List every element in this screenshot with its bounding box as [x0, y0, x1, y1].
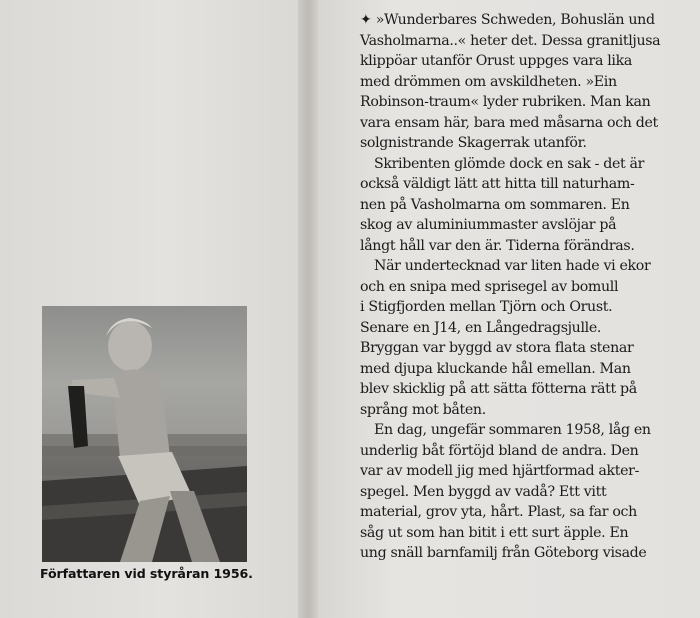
text-line: ✦ »Wunderbares Schweden, Bohuslän und — [360, 12, 655, 28]
text-line: spegel. Men byggd av vadå? Ett vitt — [360, 483, 607, 500]
text-line: ung snäll barnfamilj från Göteborg visade — [360, 545, 647, 561]
text-line: också väldigt lätt att hitta till naturham- — [360, 176, 635, 192]
text-line: med djupa kluckande hål emellan. Man — [360, 360, 631, 377]
photo-caption: Författaren vid styråran 1956. — [40, 566, 253, 581]
text-line: såg ut som han bitit i ett surt äpple. En — [360, 524, 629, 541]
text-line: Skribenten glömde dock en sak - det är — [374, 155, 645, 172]
text-line: klippöar utanför Orust uppges vara lika — [360, 53, 632, 69]
text-line: En dag, ungefär sommaren 1958, låg en — [374, 422, 651, 438]
photo-boy-at-tiller — [42, 306, 247, 562]
text-line: Senare en J14, en Långedragsjulle. — [360, 319, 602, 336]
text-line: solgnistrande Skagerrak utanför. — [360, 135, 587, 151]
text-line: i Stigfjorden mellan Tjörn och Orust. — [360, 299, 613, 315]
book-gutter — [298, 0, 320, 618]
text-line: var av modell jig med hjärtformad akter- — [360, 463, 640, 479]
text-line: material, grov yta, hårt. Plast, sa far och — [360, 504, 637, 520]
text-line: och en snipa med sprisegel av bomull — [360, 278, 619, 295]
text-line: När undertecknad var liten hade vi ekor — [374, 258, 651, 274]
body-text — [360, 10, 690, 564]
text-line: Vasholmarna..« heter det. Dessa granitljusa — [360, 32, 661, 49]
text-line: med drömmen om avskildheten. »Ein — [360, 73, 617, 90]
text-line: underlig båt förtöjd bland de andra. Den — [360, 442, 639, 459]
text-line: vara ensam här, bara med måsarna och det — [360, 114, 658, 131]
text-line: nen på Vasholmarna om sommaren. En — [360, 196, 630, 213]
text-line: långt håll var den är. Tiderna förändras. — [360, 237, 635, 254]
text-line: språng mot båten. — [360, 401, 486, 418]
text-line: skog av aluminiummaster avslöjar på — [360, 217, 617, 233]
text-line: Bryggan var byggd av stora flata stenar — [360, 340, 634, 356]
text-line: Robinson-traum« lyder rubriken. Man kan — [360, 94, 651, 110]
text-line: blev skicklig på att sätta fötterna rätt på — [360, 381, 637, 397]
